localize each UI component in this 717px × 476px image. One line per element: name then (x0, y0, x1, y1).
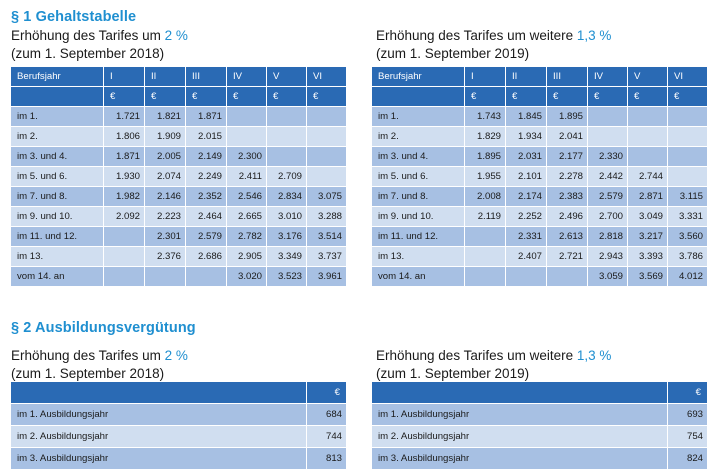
table-row (11, 147, 347, 167)
salary-value: 2.008 (465, 187, 506, 207)
salary-value: 2.041 (547, 127, 588, 147)
salary-value (307, 167, 347, 187)
salary-value: 1.982 (104, 187, 145, 207)
salary-value: 3.176 (267, 227, 307, 247)
row-label: im 1. Ausbildungsjahr (11, 404, 307, 426)
salary-value: 1.871 (104, 147, 145, 167)
allowance-value: 693 (668, 404, 708, 426)
table-row (11, 426, 347, 448)
salary-value: 2.709 (267, 167, 307, 187)
salary-value (227, 107, 267, 127)
table-row (11, 448, 347, 470)
row-label: vom 14. an (11, 267, 104, 287)
row-label: im 3. und 4. (372, 147, 465, 167)
salary-value: 2.031 (506, 147, 547, 167)
currency-cell: € (145, 87, 186, 107)
salary-value (668, 167, 708, 187)
salary-value: 2.278 (547, 167, 588, 187)
header-row (11, 382, 347, 404)
salary-value: 1.895 (547, 107, 588, 127)
salary-value: 2.330 (588, 147, 628, 167)
salary-value: 2.496 (547, 207, 588, 227)
header-row (372, 67, 708, 87)
row-label: im 5. und 6. (372, 167, 465, 187)
salary-value: 3.331 (668, 207, 708, 227)
salary-value: 4.012 (668, 267, 708, 287)
column-header-group: I (104, 67, 145, 87)
currency-cell (11, 87, 104, 107)
salary-right-increase-prefix: Erhöhung des Tarifes um weitere (376, 28, 577, 43)
salary-value: 1.845 (506, 107, 547, 127)
salary-value (145, 267, 186, 287)
table-row (372, 267, 708, 287)
row-label: im 2. (11, 127, 104, 147)
salary-value: 2.665 (227, 207, 267, 227)
column-header-group: V (267, 67, 307, 87)
salary-value: 2.579 (588, 187, 628, 207)
salary-value: 3.020 (227, 267, 267, 287)
salary-value: 2.700 (588, 207, 628, 227)
salary-value: 3.115 (668, 187, 708, 207)
salary-value: 2.352 (186, 187, 227, 207)
salary-value: 2.301 (145, 227, 186, 247)
row-label: im 13. (11, 247, 104, 267)
currency-cell: € (547, 87, 588, 107)
salary-value: 3.961 (307, 267, 347, 287)
salary-value: 1.955 (465, 167, 506, 187)
salary-value: 3.786 (668, 247, 708, 267)
salary-table-2018 (10, 66, 347, 287)
salary-value (307, 107, 347, 127)
salary-value: 3.075 (307, 187, 347, 207)
table-row (372, 404, 708, 426)
row-label: vom 14. an (372, 267, 465, 287)
salary-value: 2.834 (267, 187, 307, 207)
salary-value: 1.829 (465, 127, 506, 147)
row-label: im 1. (11, 107, 104, 127)
currency-cell: € (668, 382, 708, 404)
training-right-increase-value: 1,3 % (576, 348, 612, 363)
salary-right-date: (zum 1. September 2019) (376, 46, 530, 61)
training-table-2018 (10, 381, 347, 470)
salary-value: 3.523 (267, 267, 307, 287)
table-row (11, 207, 347, 227)
salary-value: 2.383 (547, 187, 588, 207)
table-row (372, 227, 708, 247)
header-row (11, 67, 347, 87)
salary-left-increase (11, 27, 188, 44)
salary-value: 2.546 (227, 187, 267, 207)
salary-value: 2.005 (145, 147, 186, 167)
salary-value (465, 267, 506, 287)
section-2-title: § 2 Ausbildungsvergütung (11, 320, 196, 336)
salary-value: 3.349 (267, 247, 307, 267)
allowance-value: 754 (668, 426, 708, 448)
salary-value: 3.049 (628, 207, 668, 227)
table-row (372, 127, 708, 147)
salary-value: 2.177 (547, 147, 588, 167)
table-row (372, 187, 708, 207)
table-row (372, 107, 708, 127)
table-row (11, 404, 347, 426)
salary-value: 3.569 (628, 267, 668, 287)
row-label: im 1. Ausbildungsjahr (372, 404, 668, 426)
currency-cell: € (628, 87, 668, 107)
salary-value: 2.407 (506, 247, 547, 267)
table-row (11, 227, 347, 247)
row-label: im 3. Ausbildungsjahr (372, 448, 668, 470)
salary-value: 3.514 (307, 227, 347, 247)
table-row (11, 127, 347, 147)
table-row (11, 187, 347, 207)
column-header-group: IV (227, 67, 267, 87)
salary-value (186, 267, 227, 287)
row-label: im 2. Ausbildungsjahr (372, 426, 668, 448)
salary-value: 1.871 (186, 107, 227, 127)
column-header-group: III (186, 67, 227, 87)
salary-value: 1.743 (465, 107, 506, 127)
table-row (372, 147, 708, 167)
currency-cell (372, 87, 465, 107)
salary-value (307, 147, 347, 167)
currency-cell: € (506, 87, 547, 107)
table-row (11, 267, 347, 287)
row-label: im 13. (372, 247, 465, 267)
salary-value: 1.821 (145, 107, 186, 127)
salary-value (267, 107, 307, 127)
salary-right-increase-value: 1,3 % (576, 28, 612, 43)
training-table-2019 (371, 381, 708, 470)
currency-cell: € (668, 87, 708, 107)
section-1-title: § 1 Gehaltstabelle (11, 9, 137, 25)
salary-value (628, 147, 668, 167)
salary-value: 1.895 (465, 147, 506, 167)
header-blank (372, 382, 668, 404)
salary-value: 2.943 (588, 247, 628, 267)
row-label: im 7. und 8. (372, 187, 465, 207)
salary-value: 2.905 (227, 247, 267, 267)
salary-value (267, 147, 307, 167)
salary-value: 2.149 (186, 147, 227, 167)
salary-value: 2.464 (186, 207, 227, 227)
salary-value: 3.393 (628, 247, 668, 267)
table-row (372, 247, 708, 267)
row-label: im 3. und 4. (11, 147, 104, 167)
salary-left-increase-value: 2 % (164, 28, 188, 43)
salary-value (465, 247, 506, 267)
column-header-berufsjahr: Berufsjahr (11, 67, 104, 87)
allowance-value: 813 (307, 448, 347, 470)
training-left-date: (zum 1. September 2018) (11, 366, 165, 381)
table-row (11, 247, 347, 267)
table-row (11, 167, 347, 187)
salary-value (267, 127, 307, 147)
row-label: im 5. und 6. (11, 167, 104, 187)
salary-value: 3.010 (267, 207, 307, 227)
currency-cell: € (186, 87, 227, 107)
training-left-increase-prefix: Erhöhung des Tarifes um (11, 348, 165, 363)
allowance-value: 824 (668, 448, 708, 470)
training-left-increase (11, 347, 188, 364)
salary-value (506, 267, 547, 287)
salary-value: 2.146 (145, 187, 186, 207)
salary-value: 2.015 (186, 127, 227, 147)
column-header-group: V (628, 67, 668, 87)
column-header-group: VI (668, 67, 708, 87)
salary-value: 2.101 (506, 167, 547, 187)
table-row (372, 167, 708, 187)
training-right-increase-prefix: Erhöhung des Tarifes um weitere (376, 348, 577, 363)
column-header-berufsjahr: Berufsjahr (372, 67, 465, 87)
salary-left-date: (zum 1. September 2018) (11, 46, 165, 61)
currency-cell: € (307, 87, 347, 107)
salary-value (668, 107, 708, 127)
salary-value: 1.909 (145, 127, 186, 147)
salary-value (307, 127, 347, 147)
row-label: im 11. und 12. (11, 227, 104, 247)
column-header-group: III (547, 67, 588, 87)
currency-cell: € (465, 87, 506, 107)
salary-value: 2.721 (547, 247, 588, 267)
salary-value: 2.074 (145, 167, 186, 187)
salary-value (588, 127, 628, 147)
row-label: im 3. Ausbildungsjahr (11, 448, 307, 470)
currency-cell: € (104, 87, 145, 107)
salary-value: 2.442 (588, 167, 628, 187)
salary-value (547, 267, 588, 287)
row-label: im 1. (372, 107, 465, 127)
salary-value: 3.737 (307, 247, 347, 267)
salary-value: 3.560 (668, 227, 708, 247)
salary-value (668, 127, 708, 147)
salary-value: 2.249 (186, 167, 227, 187)
salary-value (465, 227, 506, 247)
salary-value: 2.613 (547, 227, 588, 247)
salary-value: 2.300 (227, 147, 267, 167)
column-header-group: I (465, 67, 506, 87)
allowance-value: 744 (307, 426, 347, 448)
column-header-group: II (506, 67, 547, 87)
currency-row (11, 87, 347, 107)
column-header-group: VI (307, 67, 347, 87)
salary-value: 2.744 (628, 167, 668, 187)
salary-left-increase-prefix: Erhöhung des Tarifes um (11, 28, 165, 43)
row-label: im 7. und 8. (11, 187, 104, 207)
salary-value: 2.174 (506, 187, 547, 207)
salary-value (104, 227, 145, 247)
salary-value (227, 127, 267, 147)
row-label: im 11. und 12. (372, 227, 465, 247)
currency-cell: € (588, 87, 628, 107)
salary-value: 3.059 (588, 267, 628, 287)
salary-value: 2.686 (186, 247, 227, 267)
currency-cell: € (227, 87, 267, 107)
currency-row (372, 87, 708, 107)
salary-value (104, 267, 145, 287)
salary-value (104, 247, 145, 267)
header-blank (11, 382, 307, 404)
table-row (11, 107, 347, 127)
salary-right-increase (376, 27, 611, 44)
salary-value (668, 147, 708, 167)
salary-value: 2.818 (588, 227, 628, 247)
column-header-group: II (145, 67, 186, 87)
salary-value: 2.252 (506, 207, 547, 227)
row-label: im 9. und 10. (372, 207, 465, 227)
salary-value: 2.223 (145, 207, 186, 227)
training-right-date: (zum 1. September 2019) (376, 366, 530, 381)
training-right-increase (376, 347, 611, 364)
salary-value: 2.119 (465, 207, 506, 227)
salary-value: 2.331 (506, 227, 547, 247)
salary-table-2019 (371, 66, 708, 287)
row-label: im 2. Ausbildungsjahr (11, 426, 307, 448)
salary-value: 2.411 (227, 167, 267, 187)
salary-value: 1.934 (506, 127, 547, 147)
currency-cell: € (307, 382, 347, 404)
salary-value: 1.806 (104, 127, 145, 147)
table-row (372, 207, 708, 227)
salary-value: 2.376 (145, 247, 186, 267)
currency-cell: € (267, 87, 307, 107)
salary-value: 2.871 (628, 187, 668, 207)
salary-value (628, 107, 668, 127)
salary-value: 2.579 (186, 227, 227, 247)
salary-value (628, 127, 668, 147)
training-left-increase-value: 2 % (164, 348, 188, 363)
header-row (372, 382, 708, 404)
salary-value: 1.721 (104, 107, 145, 127)
row-label: im 2. (372, 127, 465, 147)
salary-value: 3.288 (307, 207, 347, 227)
salary-value: 2.092 (104, 207, 145, 227)
table-row (372, 426, 708, 448)
salary-value: 1.930 (104, 167, 145, 187)
salary-value: 2.782 (227, 227, 267, 247)
column-header-group: IV (588, 67, 628, 87)
salary-value: 3.217 (628, 227, 668, 247)
salary-value (588, 107, 628, 127)
row-label: im 9. und 10. (11, 207, 104, 227)
table-row (372, 448, 708, 470)
allowance-value: 684 (307, 404, 347, 426)
